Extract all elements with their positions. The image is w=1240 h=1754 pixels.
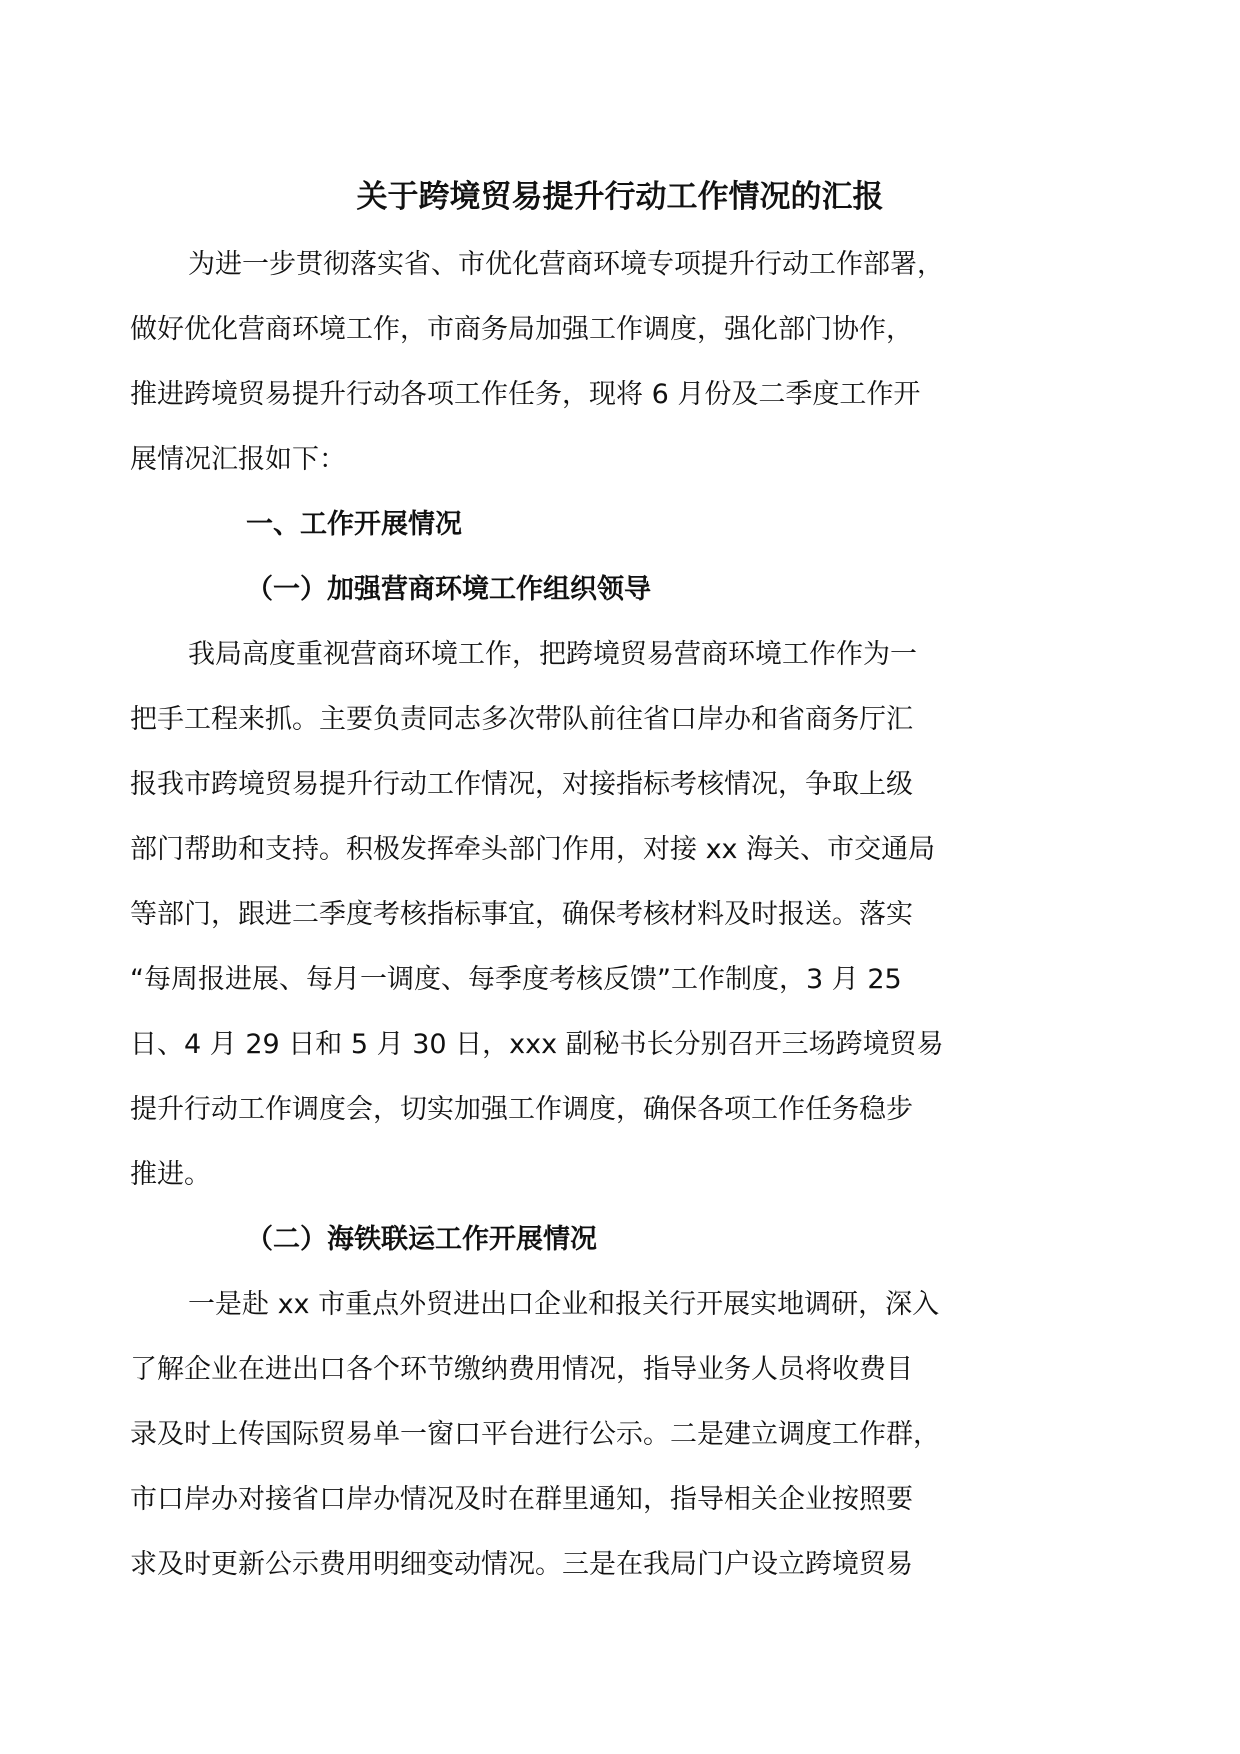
text-line: 求及时更新公示费用明细变动情况。三是在我局门户设立跨境贸易 xyxy=(130,1549,913,1580)
text-line: 录及时上传国际贸易单一窗口平台进行公示。二是建立调度工作群， xyxy=(130,1419,940,1450)
document-body xyxy=(130,232,1088,1597)
text-line: 我局高度重视营商环境工作，把跨境贸易营商环境工作作为一 xyxy=(188,639,917,670)
text-line: 把手工程来抓。主要负责同志多次带队前往省口岸办和省商务厅汇 xyxy=(130,704,913,735)
text-line: 推进。 xyxy=(130,1159,211,1190)
text-line: 为进一步贯彻落实省、市优化营商环境专项提升行动工作部署， xyxy=(188,249,944,280)
subsection-heading: （一）加强营商环境工作组织领导 xyxy=(246,574,651,605)
text-line: 展情况汇报如下： xyxy=(130,444,346,475)
text-line: 等部门，跟进二季度考核指标事宜，确保考核材料及时报送。落实 xyxy=(130,899,913,930)
text-line: 日、4 月 29 日和 5 月 30 日，xxx 副秘书长分别召开三场跨境贸易 xyxy=(130,1029,944,1060)
subsection-heading: （二）海铁联运工作开展情况 xyxy=(246,1224,597,1255)
subsection1-paragraph xyxy=(130,622,1088,1207)
text-line: 一是赴 xx 市重点外贸进出口企业和报关行开展实地调研，深入 xyxy=(188,1289,940,1320)
text-line: 做好优化营商环境工作，市商务局加强工作调度，强化部门协作， xyxy=(130,314,913,345)
text-line: 部门帮助和支持。积极发挥牵头部门作用，对接 xx 海关、市交通局 xyxy=(130,834,936,865)
text-line: “每周报进展、每月一调度、每季度考核反馈”工作制度，3 月 25 xyxy=(130,964,902,995)
subsection2-paragraph xyxy=(130,1272,1088,1597)
text-line: 市口岸办对接省口岸办情况及时在群里通知，指导相关企业按照要 xyxy=(130,1484,913,1515)
section-heading: 一、工作开展情况 xyxy=(246,509,462,540)
intro-paragraph xyxy=(130,232,1088,492)
text-line: 报我市跨境贸易提升行动工作情况，对接指标考核情况，争取上级 xyxy=(130,769,913,800)
text-line: 提升行动工作调度会，切实加强工作调度，确保各项工作任务稳步 xyxy=(130,1094,913,1125)
text-line: 了解企业在进出口各个环节缴纳费用情况，指导业务人员将收费目 xyxy=(130,1354,913,1385)
document-title: 关于跨境贸易提升行动工作情况的汇报 xyxy=(356,179,884,215)
text-line: 推进跨境贸易提升行动各项工作任务，现将 6 月份及二季度工作开 xyxy=(130,379,921,410)
